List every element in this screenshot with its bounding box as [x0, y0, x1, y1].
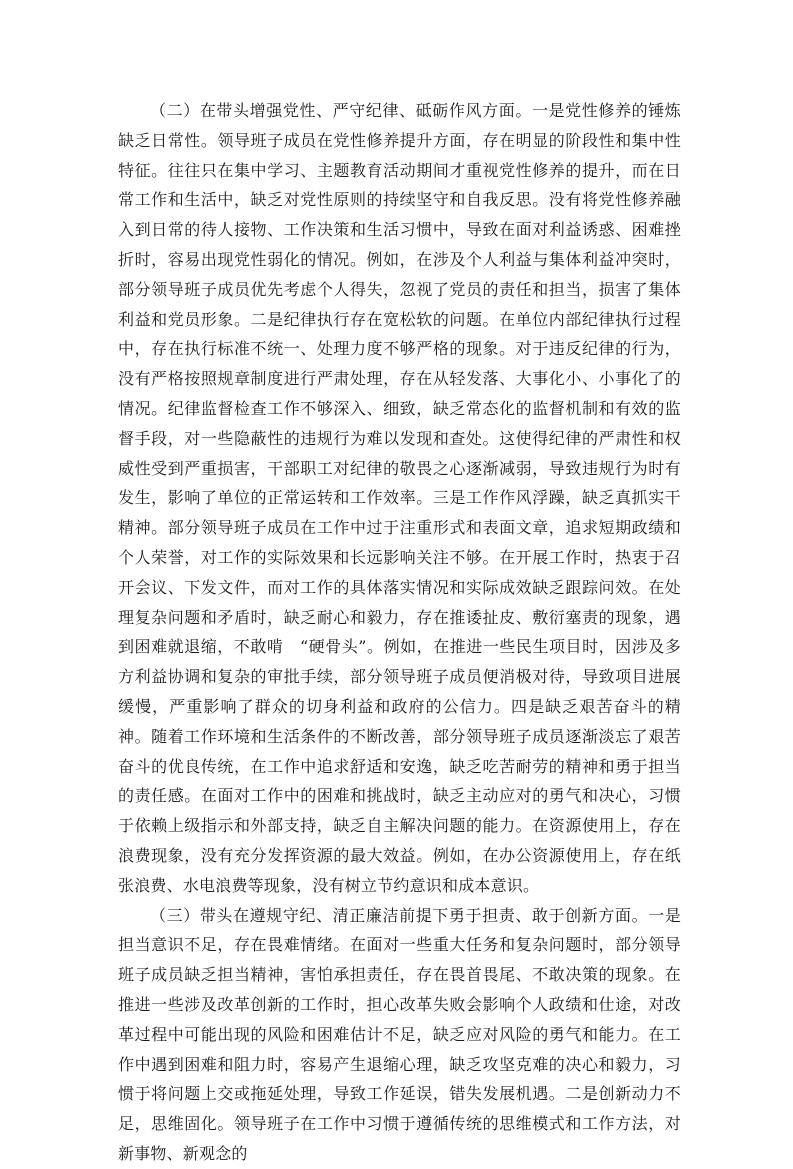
paragraph-section-2: （二）在带头增强党性、严守纪律、砥砺作风方面。一是党性修养的锤炼缺乏日常性。领导班子成员在党性修养提升方面，存在明显的阶段性和集中性特征。往往只在集中学习、主题教育活动期间才重视党性修养的提升，而在日常工作和生活中，缺乏对党性原则的持续坚守和自我反思。没有将党性修养融入到日常的待人接物、工作决策和生活习惯中，导致在面对利益诱惑、困难挫折时，容易出现党性弱化的情况。例如，在涉及个人利益与集体利益冲突时，部分领导班子成员优先考虑个人得失，忽视了党员的责任和担当，损害了集体利益和党员形象。二是纪律执行存在宽松软的问题。在单位内部纪律执行过程中，存在执行标准不统一、处理力度不够严格的现象。对于违反纪律的行为，没有严格按照规章制度进行严肃处理，存在从轻发落、大事化小、小事化了的情况。纪律监督检查工作不够深入、细致，缺乏常态化的监督机制和有效的监督手段，对一些隐蔽性的违规行为难以发现和查处。这使得纪律的严肃性和权威性受到严重损害，干部职工对纪律的敬畏之心逐渐减弱，导致违规行为时有发生，影响了单位的正常运转和工作效率。三是工作作风浮躁，缺乏真抓实干精神。部分领导班子成员在工作中过于注重形式和表面文章，追求短期政绩和个人荣誉，对工作的实际效果和长远影响关注不够。在开展工作时，热衷于召开会议、下发文件，而对工作的具体落实情况和实际成效缺乏跟踪问效。在处理复杂问题和矛盾时，缺乏耐心和毅力，存在推诿扯皮、敷衍塞责的现象，遇到困难就退缩，不敢啃 “硬骨头”。例如，在推进一些民生项目时，因涉及多方利益协调和复杂的审批手续，部分领导班子成员便消极对待，导致项目进展缓慢，严重影响了群众的切身利益和政府的公信力。四是缺乏艰苦奋斗的精神。随着工作环境和生活条件的不断改善，部分领导班子成员逐渐淡忘了艰苦奋斗的优良传统，在工作中追求舒适和安逸，缺乏吃苦耐劳的精神和勇于担当的责任感。在面对工作中的困难和挑战时，缺乏主动应对的勇气和决心，习惯于依赖上级指示和外部支持，缺乏自主解决问题的能力。在资源使用上，存在浪费现象，没有充分发挥资源的最大效益。例如，在办公资源使用上，存在纸张浪费、水电浪费等现象，没有树立节约意识和成本意识。 [118, 101, 681, 895]
paragraph-section-3: （三）带头在遵规守纪、清正廉洁前提下勇于担责、敢于创新方面。一是担当意识不足，存在畏难情绪。在面对一些重大任务和复杂问题时，部分领导班子成员缺乏担当精神，害怕承担责任，存在畏首畏尾、不敢决策的现象。在推进一些涉及改革创新的工作时，担心改革失败会影响个人政绩和仕途，对改革过程中可能出现的风险和困难估计不足，缺乏应对风险的勇气和能力。在工作中遇到困难和阻力时，容易产生退缩心理，缺乏攻坚克难的决心和毅力，习惯于将问题上交或拖延处理，导致工作延误，错失发展机遇。二是创新动力不足，思维固化。领导班子在工作中习惯于遵循传统的思维模式和工作方法，对新事物、新观念的 [118, 905, 681, 1163]
